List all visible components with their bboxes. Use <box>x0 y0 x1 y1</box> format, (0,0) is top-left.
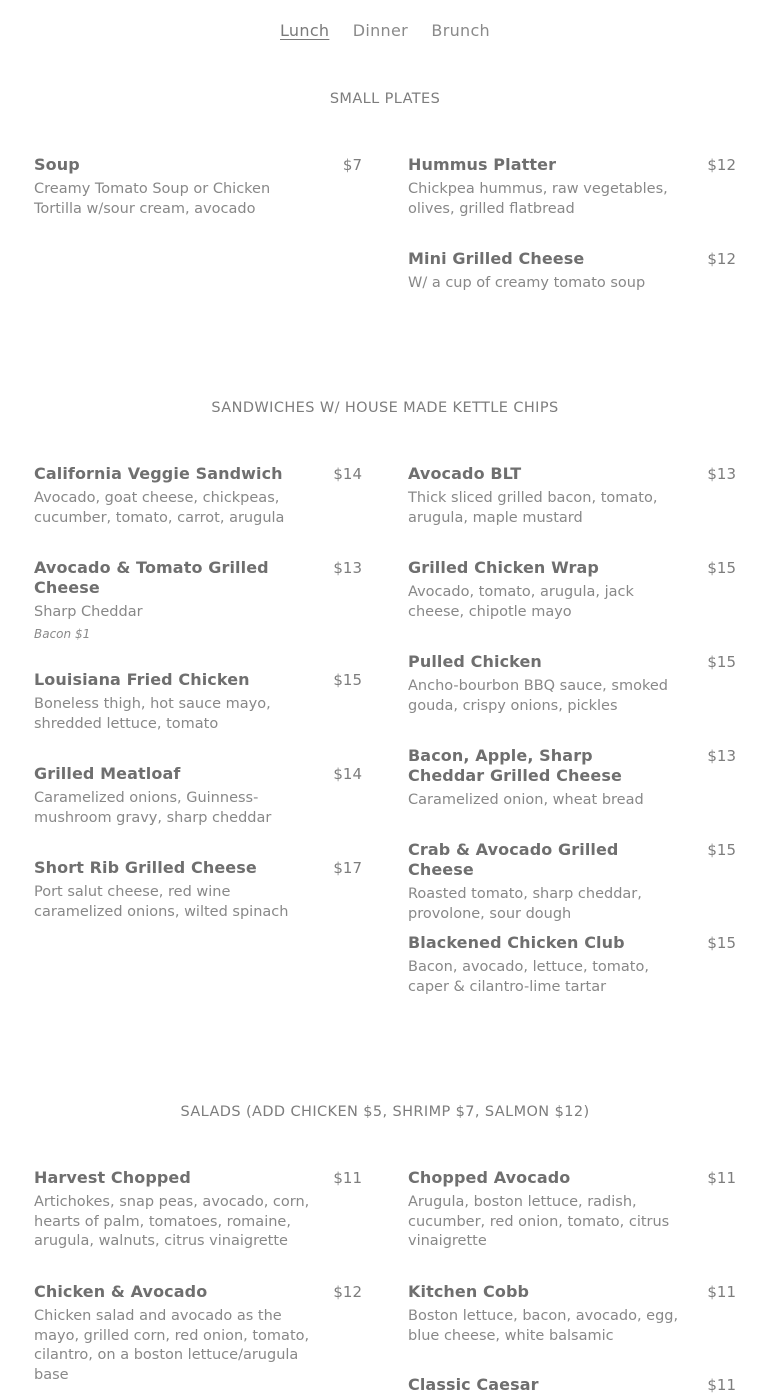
item-description: Thick sliced grilled bacon, tomato, arugula, maple mustard <box>408 490 658 526</box>
item-description: Roasted tomato, sharp cheddar, provolone, sour dough <box>408 886 642 922</box>
item-price: $11 <box>707 1376 736 1394</box>
item-description: Ancho-bourbon BBQ sauce, smoked gouda, crispy onions, pickles <box>408 678 668 714</box>
item-name: Short Rib Grilled Cheese <box>34 858 257 877</box>
menu-item <box>408 558 736 622</box>
item-price: $15 <box>333 671 362 689</box>
menu-item <box>408 155 736 219</box>
item-name: Bacon, Apple, Sharp Cheddar Grilled Cheese <box>408 746 622 785</box>
menu-item <box>408 933 736 997</box>
item-name: Chopped Avocado <box>408 1168 571 1187</box>
menu-item <box>34 464 362 528</box>
menu-item <box>34 1168 362 1252</box>
menu-item <box>408 1375 736 1398</box>
item-price: $15 <box>707 841 736 859</box>
item-description: Avocado, goat cheese, chickpeas, cucumber, tomato, carrot, arugula <box>34 490 285 526</box>
item-price: $12 <box>707 156 736 174</box>
menu-item <box>34 155 362 219</box>
item-price: $11 <box>333 1169 362 1187</box>
menu-item <box>34 858 362 922</box>
item-price: $12 <box>333 1283 362 1301</box>
tab-dinner[interactable]: Dinner <box>352 21 409 40</box>
tab-lunch[interactable]: Lunch <box>280 21 330 40</box>
item-name: Avocado BLT <box>408 464 522 483</box>
menu-item <box>34 670 362 734</box>
item-description: Boneless thigh, hot sauce mayo, shredded lettuce, tomato <box>34 696 271 732</box>
item-description: Creamy Tomato Soup or Chicken Tortilla w/sour cream, avocado <box>34 181 271 217</box>
item-price: $15 <box>707 559 736 577</box>
item-name: Hummus Platter <box>408 155 557 174</box>
menu-item <box>34 764 362 828</box>
item-name: Grilled Meatloaf <box>34 764 181 783</box>
menu-item <box>408 652 736 716</box>
item-name: Grilled Chicken Wrap <box>408 558 599 577</box>
item-description: Arugula, boston lettuce, radish, cucumber, red onion, tomato, citrus vinaigrette <box>408 1194 670 1249</box>
item-description: Caramelized onions, Guinness-mushroom gravy, sharp cheddar <box>34 790 272 826</box>
item-name: Avocado & Tomato Grilled Cheese <box>34 558 269 597</box>
menu-tabs <box>0 21 770 40</box>
item-price: $11 <box>707 1283 736 1301</box>
item-description: Boston lettuce, bacon, avocado, egg, blue cheese, white balsamic <box>408 1308 679 1344</box>
item-name: Pulled Chicken <box>408 652 542 671</box>
item-description: Chicken salad and avocado as the mayo, grilled corn, red onion, tomato, cilantro, on a boston lettuce/arugula base <box>34 1308 310 1383</box>
item-description: Artichokes, snap peas, avocado, corn, hearts of palm, tomatoes, romaine, arugula, walnuts, citrus vinaigrette <box>34 1194 310 1249</box>
item-price: $13 <box>707 747 736 765</box>
item-addon-note: Bacon $1 <box>34 626 91 641</box>
item-description: Chickpea hummus, raw vegetables, olives, grilled flatbread <box>408 181 668 217</box>
menu-item <box>408 746 736 811</box>
item-price: $11 <box>707 1169 736 1187</box>
menu-item <box>34 1282 362 1385</box>
item-price: $13 <box>333 559 362 577</box>
item-description: Port salut cheese, red wine caramelized onions, wilted spinach <box>34 884 289 920</box>
item-name: Kitchen Cobb <box>408 1282 530 1301</box>
item-price: $14 <box>333 765 362 783</box>
section-title-salads: SALADS (ADD CHICKEN $5, SHRIMP $7, SALMON $12) <box>180 1104 590 1120</box>
item-price: $7 <box>342 156 362 174</box>
menu-item <box>408 840 736 924</box>
item-name: Harvest Chopped <box>34 1168 191 1187</box>
item-price: $15 <box>707 934 736 952</box>
item-description: Bacon, avocado, lettuce, tomato, caper & cilantro-lime tartar <box>408 959 649 995</box>
item-price: $15 <box>707 653 736 671</box>
item-name: California Veggie Sandwich <box>34 464 283 483</box>
item-description: Avocado, tomato, arugula, jack cheese, chipotle mayo <box>408 584 634 620</box>
menu-item <box>408 249 736 294</box>
section-title-small-plates: SMALL PLATES <box>329 91 441 107</box>
item-name: Louisiana Fried Chicken <box>34 670 250 689</box>
item-description: Sharp Cheddar <box>34 604 143 620</box>
item-name: Classic Caesar <box>408 1375 539 1394</box>
menu-item <box>408 1282 736 1346</box>
item-description: W/ a cup of creamy tomato soup <box>408 275 646 291</box>
menu-item <box>408 464 736 528</box>
item-name: Soup <box>34 155 80 174</box>
item-name: Crab & Avocado Grilled Cheese <box>408 840 619 879</box>
item-price: $13 <box>707 465 736 483</box>
item-name: Blackened Chicken Club <box>408 933 625 952</box>
menu-item <box>34 558 362 642</box>
item-price: $12 <box>707 250 736 268</box>
item-description: Caramelized onion, wheat bread <box>408 792 644 808</box>
section-title-sandwiches: SANDWICHES W/ HOUSE MADE KETTLE CHIPS <box>211 400 559 416</box>
item-price: $17 <box>333 859 362 877</box>
menu-item <box>408 1168 736 1252</box>
item-name: Chicken & Avocado <box>34 1282 208 1301</box>
item-name: Mini Grilled Cheese <box>408 249 585 268</box>
tab-brunch[interactable]: Brunch <box>431 21 490 40</box>
item-price: $14 <box>333 465 362 483</box>
